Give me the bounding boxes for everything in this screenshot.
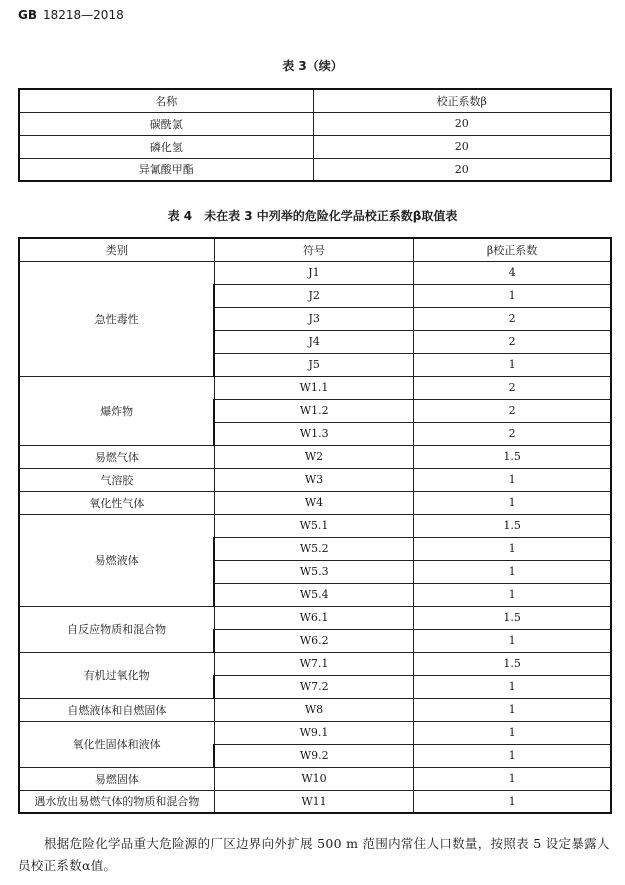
chemical-name-cell: 碳酰氯: [19, 112, 313, 135]
factor-cell: 1: [414, 790, 611, 813]
symbol-cell: W4: [214, 491, 413, 514]
factor-cell: 1: [414, 767, 611, 790]
category-cell: 易燃液体: [19, 514, 214, 606]
symbol-cell: W5.3: [214, 560, 413, 583]
table3-header-name: 名称: [19, 89, 313, 112]
category-cell: 氧化性气体: [19, 491, 214, 514]
factor-cell: 2: [414, 376, 611, 399]
table-row: [19, 790, 611, 813]
table3-header-factor: 校正系数β: [313, 89, 611, 112]
table-row: [19, 721, 611, 744]
factor-cell: 1: [414, 468, 611, 491]
factor-cell: 1: [414, 721, 611, 744]
category-cell: 易燃固体: [19, 767, 214, 790]
factor-cell: 2: [414, 307, 611, 330]
symbol-cell: W2: [214, 445, 413, 468]
category-cell: 易燃气体: [19, 445, 214, 468]
symbol-cell: W9.2: [214, 744, 413, 767]
category-cell: 遇水放出易燃气体的物质和混合物: [19, 790, 214, 813]
symbol-cell: J3: [214, 307, 413, 330]
symbol-cell: W6.2: [214, 629, 413, 652]
symbol-cell: J5: [214, 353, 413, 376]
category-cell: 爆炸物: [19, 376, 214, 445]
factor-cell: 4: [414, 261, 611, 284]
symbol-cell: W5.2: [214, 537, 413, 560]
table4-header-row: [19, 238, 611, 261]
factor-cell: 2: [414, 399, 611, 422]
factor-cell: 1: [414, 698, 611, 721]
table-row: [19, 767, 611, 790]
table-row: [19, 468, 611, 491]
factor-cell: 1: [414, 583, 611, 606]
table4: [18, 237, 612, 814]
factor-cell: 1: [414, 284, 611, 307]
factor-cell: 1: [414, 560, 611, 583]
symbol-cell: W7.1: [214, 652, 413, 675]
paragraph-text: 根据危险化学品重大危险源的厂区边界向外扩展 500 m 范围内常住人口数量，按照表 5 设定暴露人员校正系数α值。: [18, 836, 610, 873]
symbol-cell: W5.4: [214, 583, 413, 606]
factor-cell: 1: [414, 353, 611, 376]
body-paragraph: [18, 833, 612, 877]
factor-cell: 20: [313, 112, 611, 135]
factor-cell: 1: [414, 537, 611, 560]
standard-code: GB: [18, 8, 37, 22]
chemical-name-cell: 异氰酸甲酯: [19, 158, 313, 181]
table-row: [19, 491, 611, 514]
factor-cell: 1.5: [414, 606, 611, 629]
symbol-cell: W10: [214, 767, 413, 790]
table-row: [19, 698, 611, 721]
symbol-cell: J2: [214, 284, 413, 307]
symbol-cell: W11: [214, 790, 413, 813]
factor-cell: 1.5: [414, 445, 611, 468]
symbol-cell: W1.2: [214, 399, 413, 422]
symbol-cell: W1.1: [214, 376, 413, 399]
table4-header-category: 类别: [19, 238, 214, 261]
symbol-cell: J4: [214, 330, 413, 353]
table4-caption: 表 4 未在表 3 中列举的危险化学品校正系数β取值表: [167, 209, 458, 223]
table4-header-symbol: 符号: [214, 238, 413, 261]
factor-cell: 20: [313, 158, 611, 181]
symbol-cell: W1.3: [214, 422, 413, 445]
table-row: [19, 158, 611, 181]
symbol-cell: W3: [214, 468, 413, 491]
standard-number: 18218—2018: [43, 8, 124, 22]
factor-cell: 1: [414, 629, 611, 652]
factor-cell: 2: [414, 330, 611, 353]
symbol-cell: W8: [214, 698, 413, 721]
table-row: [19, 112, 611, 135]
category-cell: 有机过氧化物: [19, 652, 214, 698]
factor-cell: 2: [414, 422, 611, 445]
table4-header-factor: β校正系数: [414, 238, 611, 261]
category-cell: 急性毒性: [19, 261, 214, 376]
symbol-cell: W6.1: [214, 606, 413, 629]
category-cell: 自燃液体和自燃固体: [19, 698, 214, 721]
document-header: [18, 8, 124, 22]
factor-cell: 1: [414, 744, 611, 767]
category-cell: 氧化性固体和液体: [19, 721, 214, 767]
category-cell: 自反应物质和混合物: [19, 606, 214, 652]
table3: [18, 88, 612, 182]
table-row: [19, 376, 611, 399]
symbol-cell: W5.1: [214, 514, 413, 537]
symbol-cell: W7.2: [214, 675, 413, 698]
factor-cell: 1.5: [414, 514, 611, 537]
category-cell: 气溶胶: [19, 468, 214, 491]
table3-caption: 表 3（续）: [282, 59, 343, 73]
table-row: [19, 606, 611, 629]
table-row: [19, 261, 611, 284]
chemical-name-cell: 磷化氢: [19, 135, 313, 158]
symbol-cell: J1: [214, 261, 413, 284]
factor-cell: 20: [313, 135, 611, 158]
table-row: [19, 135, 611, 158]
table3-header-row: [19, 89, 611, 112]
table-row: [19, 652, 611, 675]
factor-cell: 1: [414, 675, 611, 698]
factor-cell: 1.5: [414, 652, 611, 675]
factor-cell: 1: [414, 491, 611, 514]
symbol-cell: W9.1: [214, 721, 413, 744]
table-row: [19, 445, 611, 468]
table-row: [19, 514, 611, 537]
